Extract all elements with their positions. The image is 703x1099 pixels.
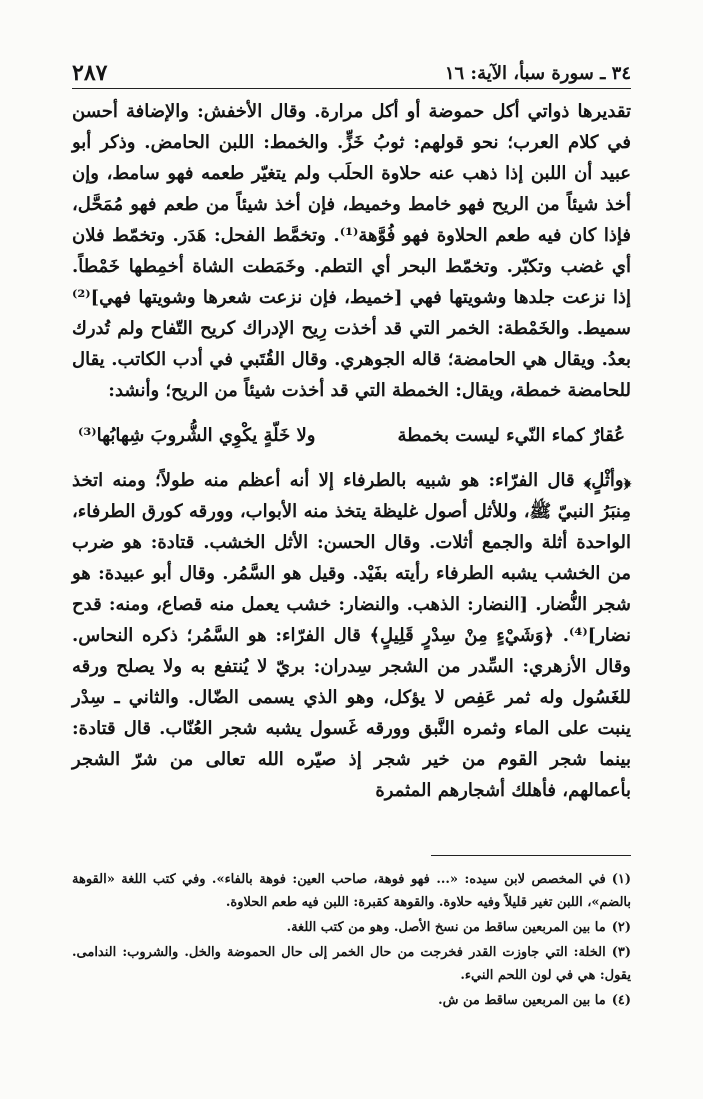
footnote-1 [72,868,631,914]
verse-second-hemistich: ولا خَلّةٍ يكْوِي الشُّروبَ شِهابُها⁽³⁾ [78,425,316,446]
paragraph-athl-sidr: ﴿وأثْلٍ﴾ قال الفرّاء: هو شبيه بالطرفاء إلا أنه أعظم منه طولاً؛ ومنه اتخذ مِنبَرُ النبيّ ﷺ، وللأثل أصول غليظة يتخذ منه الأبواب، وورقه كورق الطرفاء، الواحدة أثلة والجمع أثلات. وقال الحسن: الأثل الخشب. قتادة: هو ضرب من الخشب يشبه الطرفاء رأيته بفَيْد. وقيل هو السَّمُر. وقال أبو عبيدة: هو شجر النُّضار. [النضار: الذهب. والنضار: خشب يعمل منه قصاع، ومنه: قدح نضار]⁽⁴⁾. ﴿وَشَيْءٍ مِنْ سِدْرٍ قَلِيلٍ﴾ قال الفرّاء: هو السَّمُر؛ ذكره النحاس. وقال الأزهري: السِّدر من الشجر سِدران: بريّ لا يُنتفع به ولا يصلح ورقه للغَسُول وله ثمر عَفِص لا يؤكل، وهو الذي يسمى الضّال. والثاني ـ سِدْر ينبت على الماء وثمره النَّبق وورقه غَسول يشبه شجر العُنّاب. قال قتادة: بينما شجر القوم من خير شجر إذ صيّره الله تعالى من شرّ الشجر بأعمالهم، فأهلك أشجارهم المثمرة [72,470,631,801]
footnote-2 [72,916,631,939]
footnote-number: (١) [611,872,631,887]
footnote-4 [72,989,631,1012]
footnotes [72,868,631,1014]
page-number: ٢٨٧ [72,60,108,86]
footnote-text: ما بين المربعين ساقط من ش. [438,993,606,1008]
surah-verse-title: ٣٤ ـ سورة سبأ، الآية: ١٦ [444,62,631,84]
verse-first-hemistich: عُقارٌ كماء النّيء ليست بخمطة [397,425,625,446]
main-text [72,96,631,806]
footnote-number: (٤) [611,993,631,1008]
paragraph-khamt: تقديرها ذواتي أكل حموضة أو أكل مرارة. وقال الأخفش: والإضافة أحسن في كلام العرب؛ نحو قولهم: ثوبُ خَزٍّ. والخمط: اللبن الحامض. وذكر أبو عبيد أن اللبن إذا ذهب عنه حلاوة الحلَب ولم يتغيّر طعمه فهو سامط، وإن أخذ شيئاً من الريح فهو خامط وخميط، فإن أخذ شيئاً من طعم فهو مُمَحَّل، فإذا كان فيه طعم الحلاوة فهو فُوَّهة⁽¹⁾. وتخمَّط الفحل: هَدَر. وتخمّط فلان أي غضب وتكبّر. وتخمّط البحر أي التطم. وخَمَطت الشاة أخمِطها خَمْطاً. إذا نزعت جلدها وشويتها فهي [خميط، فإن نزعت شعرها وشويتها فهي]⁽²⁾ سميط. والخَمْطة: الخمر التي قد أخذت رِيح الإدراك كريح التّفاح ولم تُدرك بعدُ. ويقال هي الحامضة؛ قاله الجوهري. وقال القُتَبي في أدب الكاتب. يقال للحامضة خمطة، ويقال: الخمطة التي قد أخذت شيئاً من الريح؛ وأنشد: [72,101,631,401]
footnote-text: في المخصص لابن سيده: «... فهو فوهة، صاحب العين: فوهة بالفاء». وفي كتب اللغة «القوهة بالضم»، اللبن تغير قليلاً وفيه حلاوة. والقوهة كقبرة: اللبن فيه طعم الحلاوة. [72,872,631,910]
footnote-3 [72,941,631,987]
footnote-number: (٣) [611,945,631,960]
footnote-number: (٢) [611,920,631,935]
footnote-text: ما بين المربعين ساقط من نسخ الأصل. وهو من كتب اللغة. [286,920,606,935]
poetry-verse [72,420,631,451]
footnote-separator [431,855,631,856]
page-header [72,58,631,89]
footnote-text: الخلة: التي جاوزت القدر فخرجت من حال الخمر إلى حال الحموضة والخل. والشروب: الندامى. يقول: هي في لون اللحم النيء. [72,945,631,983]
